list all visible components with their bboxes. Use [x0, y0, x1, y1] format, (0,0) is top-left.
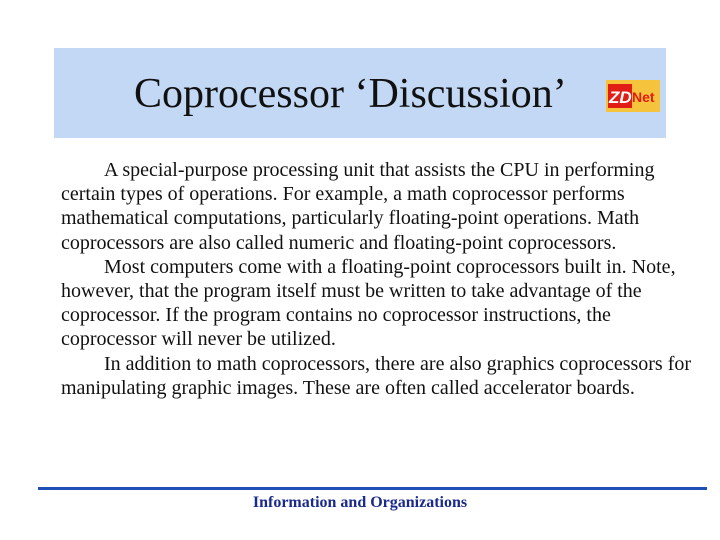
zdnet-logo	[606, 80, 660, 112]
paragraph-floating-point: Most computers come with a floating-point coprocessors built in. Note, however, that the program itself must be written to take advantage of the coprocessor. If the program contains no coprocessor instructions, the coprocessor will never be utilized.	[61, 255, 676, 351]
footer-text: Information and Organizations	[252, 494, 468, 511]
body-text	[61, 158, 701, 400]
logo-text-zd: ZD	[609, 88, 632, 107]
paragraph-intro: A special-purpose processing unit that assists the CPU in performing certain types of operations. For example, a math coprocessor performs mathematical computations, particularly floating-point operations. Math coprocessors are also called numeric and floating-point coprocessors.	[61, 159, 655, 254]
logo-text-net: Net	[632, 89, 655, 105]
slide-title: Coprocessor ‘Discussion’	[134, 71, 567, 117]
paragraph-graphics: In addition to math coprocessors, there are also graphics coprocessors for manipulating graphic images. These are often called accelerator boards.	[61, 352, 692, 399]
footer-rule	[38, 487, 707, 490]
